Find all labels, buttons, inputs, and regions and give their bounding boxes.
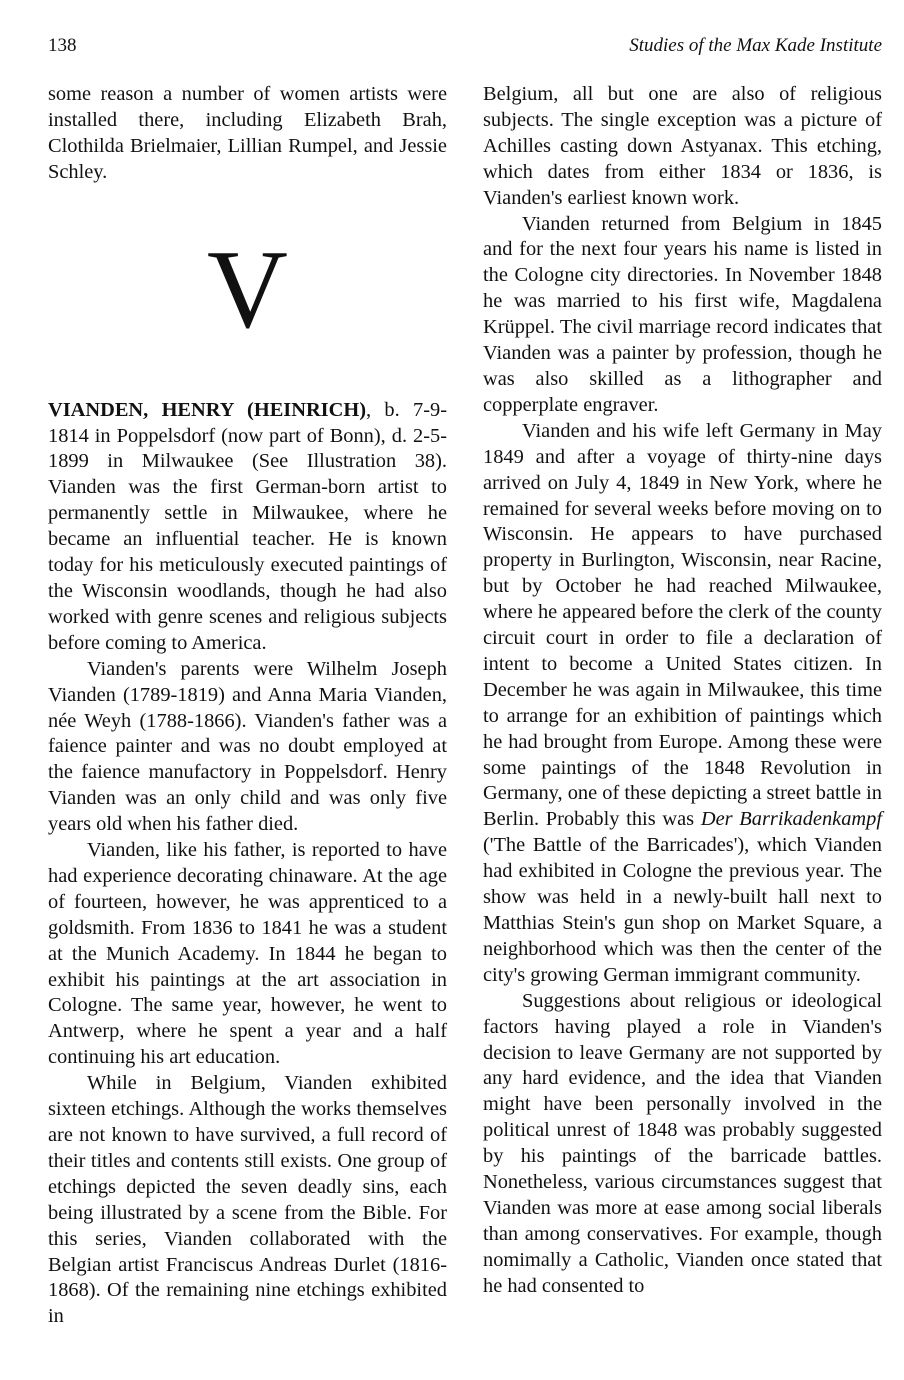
paragraph	[483, 419, 882, 989]
paragraph-text: Vianden and his wife left Germany in May 1849 and after a voyage of thirty-nine days arrived on July 4, 1849 in New York, where he remained for several weeks before moving on to Wisconsin. He appears to have purchased property in Burlington, Wisconsin, near Racine, but by October he had reached Milwaukee, where he appeared before the clerk of the county circuit court in order to file a declaration of intent to become a United States citizen. In December he was again in Milwaukee, this time to arrange for an exhibition of paintings which he had brought from Europe. Among these were some paintings of the 1848 Revolution in Germany, one of these depicting a street battle in Berlin. Probably this was	[483, 419, 882, 831]
entry-text: , b. 7-9-1814 in Poppelsdorf (now part of Bonn), d. 2-5-1899 in Milwaukee (See Illustration 38). Vianden was the first German-born artist to permanently settle in Milwaukee, where he became an influential teacher. He is known today for his meticulously executed paintings of the Wisconsin woodlands, though he had also worked with genre scenes and religious subjects before coming to America.	[48, 398, 447, 654]
entry-name: VIANDEN, HENRY (HEINRICH)	[48, 398, 366, 421]
running-head: Studies of the Max Kade Institute	[629, 35, 882, 56]
paragraph: Suggestions about religious or ideological factors having played a role in Vianden's decision to leave Germany are not supported by any hard evidence, and the idea that Vianden might have been personally involved in the political unrest of 1848 was probably suggested by his paintings of the barricade battles. Nonetheless, various circumstances suggest that Vianden was more at ease among social liberals than among conservatives. For example, though nomimally a Catholic, Vianden once stated that he had consented to	[483, 989, 882, 1297]
page-number: 138	[48, 35, 77, 56]
paragraph: Belgium, all but one are also of religious subjects. The single exception was a picture of Achilles casting down Astyanax. This etching, which dates from either 1834 or 1836, is Vianden's earliest known work.	[483, 83, 882, 209]
right-column	[483, 82, 882, 1300]
entry-paragraph	[48, 398, 447, 657]
page-header	[48, 35, 882, 61]
section-letter: V	[207, 227, 288, 352]
artwork-title: Der Barrikadenkampf	[700, 808, 883, 831]
paragraph-text: ('The Battle of the Barricades'), which Vianden had exhibited in Cologne the previous year. The show was held in a newly-built hall next to Matthias Stein's gun shop on Market Square, a neighborhood which was then the center of the city's growing German immigrant community.	[483, 834, 882, 986]
paragraph: Vianden, like his father, is reported to have had experience decorating chinaware. At the age of fourteen, however, he was apprenticed to a goldsmith. From 1836 to 1841 he was a student at the Munich Academy. In 1844 he began to exhibit his paintings at the art association in Cologne. The same year, however, he went to Antwerp, where he spent a year and a half continuing his art education.	[48, 839, 447, 1069]
paragraph: Vianden returned from Belgium in 1845 and for the next four years his name is listed in the Cologne city directories. In November 1848 he was married to his first wife, Magdalena Krüppel. The civil marriage record indicates that Vianden was a painter by profession, though he was also skilled as a lithographer and copperplate engraver.	[483, 212, 882, 416]
paragraph: some reason a number of women artists were installed there, including Elizabeth Brah, Clothilda Brielmaier, Lillian Rumpel, and Jessie Schley.	[48, 83, 447, 183]
paragraph: While in Belgium, Vianden exhibited sixteen etchings. Although the works themselves are not known to have survived, a full record of their titles and contents still exists. One group of etchings depicted the seven deadly sins, each being illustrated by a scene from the Bible. For this series, Vianden collaborated with the Belgian artist Franciscus Andreas Durlet (1816-1868). Of the remaining nine etchings exhibited in	[48, 1072, 447, 1328]
paragraph: Vianden's parents were Wilhelm Joseph Vianden (1789-1819) and Anna Maria Vianden, née Weyh (1788-1866). Vianden's father was a faience painter and was no doubt employed at the faience manufactory in Poppelsdorf. Henry Vianden was an only child and was only five years old when his father died.	[48, 657, 447, 836]
left-column	[48, 82, 447, 1330]
